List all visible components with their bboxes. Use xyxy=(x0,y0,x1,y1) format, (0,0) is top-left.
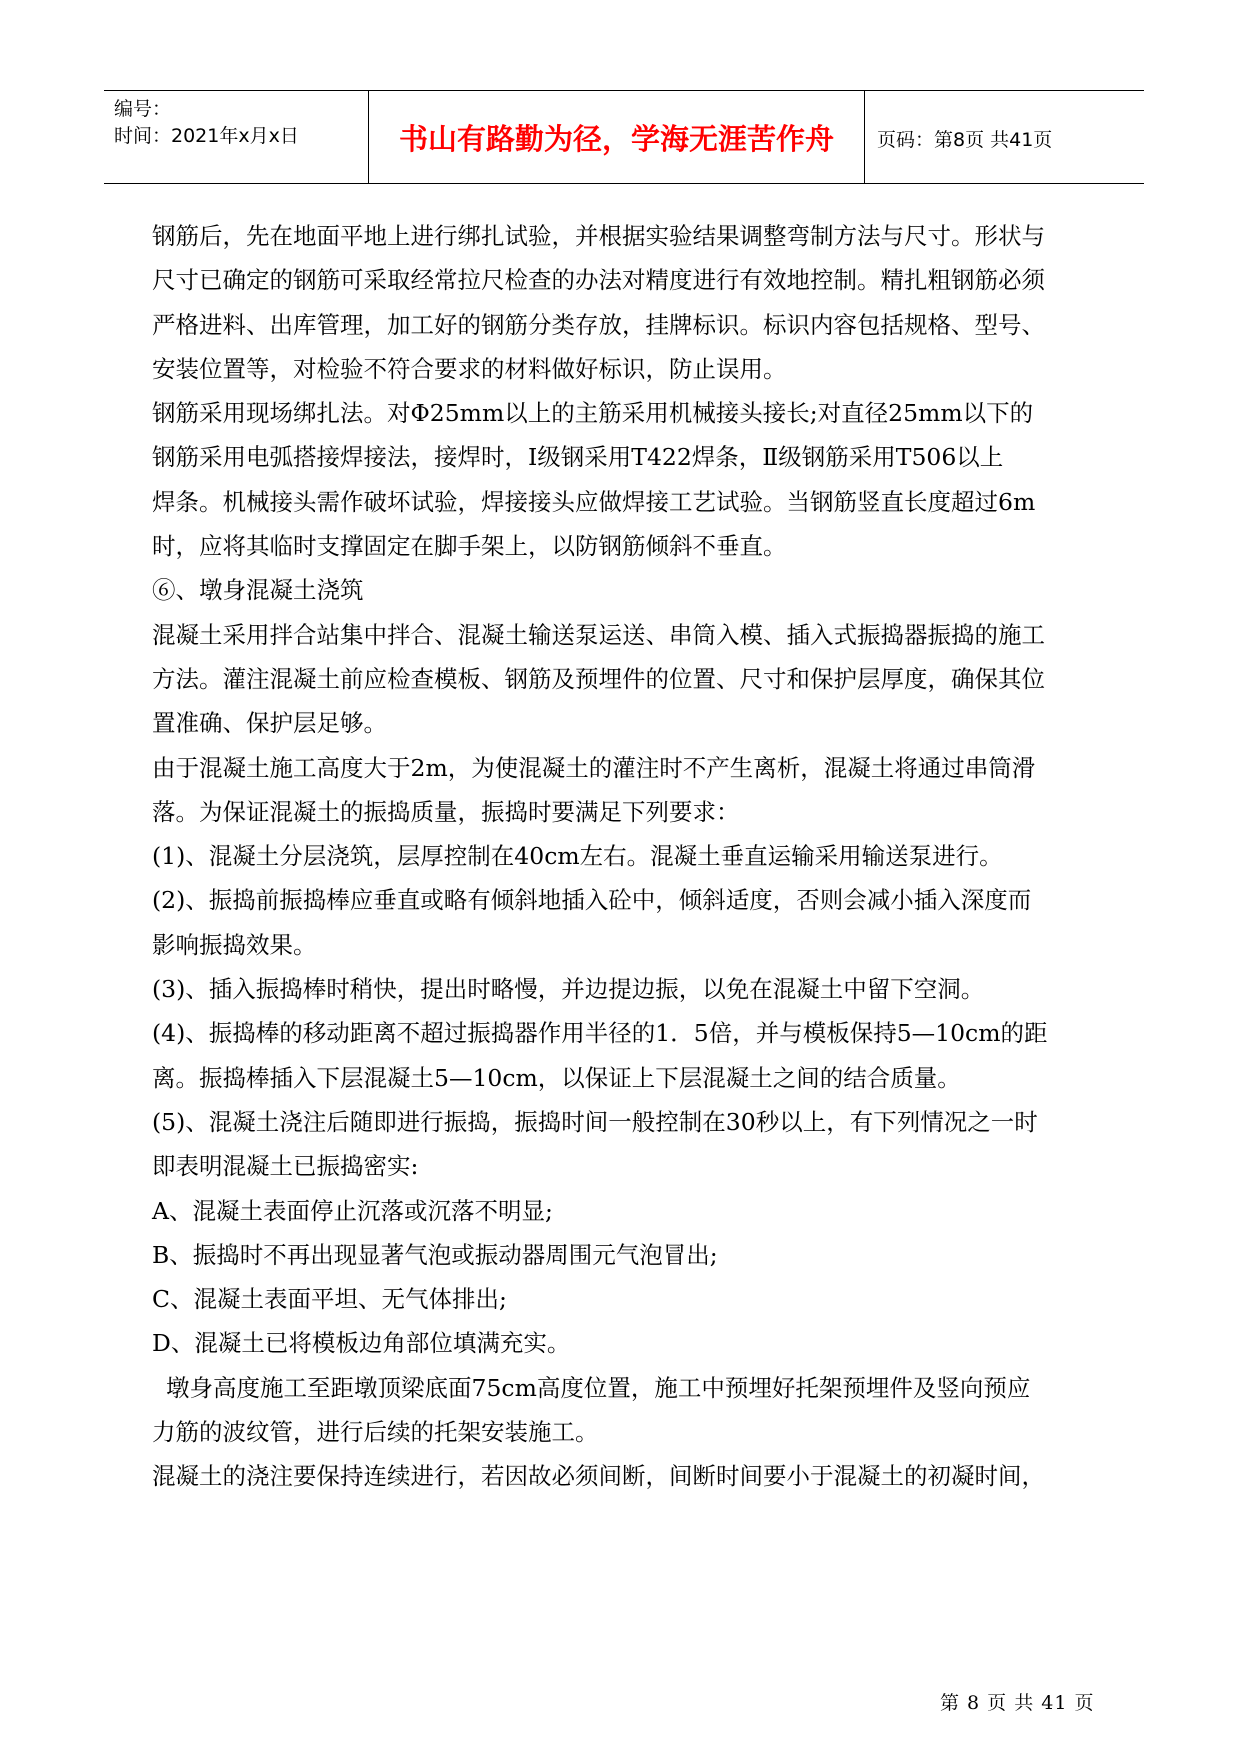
body-line: 离。振捣棒插入下层混凝土5—10cm，以保证上下层混凝土之间的结合质量。 xyxy=(152,1063,961,1092)
list-item: D、混凝土已将模板边角部位填满充实。 xyxy=(152,1329,571,1358)
body-line: 影响振捣效果。 xyxy=(152,930,317,959)
header-page-number: 页码：第8页 共41页 xyxy=(877,129,1053,151)
header-document-number: 编号： xyxy=(114,98,172,120)
body-line: 钢筋后，先在地面平地上进行绑扎试验，并根据实验结果调整弯制方法与尺寸。形状与 xyxy=(152,222,1045,250)
body-line: 方法。灌注混凝土前应检查模板、钢筋及预埋件的位置、尺寸和保护层厚度，确保其位 xyxy=(152,664,1045,693)
body-line: 焊条。机械接头需作破坏试验，焊接接头应做焊接工艺试验。当钢筋竖直长度超过6m xyxy=(152,487,1036,516)
body-line: 严格进料、出库管理，加工好的钢筋分类存放，挂牌标识。标识内容包括规格、型号、 xyxy=(152,310,1045,339)
list-item: (4)、振捣棒的移动距离不超过振捣器作用半径的1．5倍，并与模板保持5—10cm的距 xyxy=(152,1019,1048,1048)
list-item: (1)、混凝土分层浇筑，层厚控制在40cm左右。混凝土垂直运输采用输送泵进行。 xyxy=(152,842,1003,871)
list-item: B、振捣时不再出现显著气泡或振动器周围元气泡冒出; xyxy=(152,1240,718,1269)
body-line: 钢筋采用电弧搭接焊接法，接焊时，Ⅰ级钢采用T422焊条，Ⅱ级钢筋采用T506以上 xyxy=(152,443,1004,472)
header-left-cell xyxy=(104,91,368,183)
header-center-cell xyxy=(368,91,865,183)
body-line: 混凝土采用拌合站集中拌合、混凝土输送泵运送、串筒入模、插入式振捣器振捣的施工 xyxy=(152,620,1045,649)
header-motto: 书山有路勤为径，学海无涯苦作舟 xyxy=(398,122,834,156)
document-body xyxy=(152,214,1100,1499)
body-line: 落。为保证混凝土的振捣质量，振捣时要满足下列要求： xyxy=(152,797,740,826)
list-item: (5)、混凝土浇注后随即进行振捣，振捣时间一般控制在30秒以上，有下列情况之一时 xyxy=(152,1107,1038,1136)
section-heading: ⑥、墩身混凝土浇筑 xyxy=(152,576,364,605)
body-line: 时，应将其临时支撑固定在脚手架上，以防钢筋倾斜不垂直。 xyxy=(152,532,787,561)
body-line: 力筋的波纹管，进行后续的托架安装施工。 xyxy=(152,1418,599,1447)
header-right-cell xyxy=(865,91,1144,183)
body-line: 安装位置等，对检验不符合要求的材料做好标识，防止误用。 xyxy=(152,354,787,383)
body-line: 由于混凝土施工高度大于2m，为使混凝土的灌注时不产生离析，混凝土将通过串筒滑 xyxy=(152,753,1036,782)
body-line: 混凝土的浇注要保持连续进行，若因故必须间断，间断时间要小于混凝土的初凝时间， xyxy=(152,1462,1045,1491)
body-line: 钢筋采用现场绑扎法。对Φ25mm以上的主筋采用机械接头接长;对直径25mm以下的 xyxy=(152,399,1034,428)
list-item: (2)、振捣前振捣棒应垂直或略有倾斜地插入砼中，倾斜适度，否则会减小插入深度而 xyxy=(152,886,1032,915)
body-line: 墩身高度施工至距墩顶梁底面75cm高度位置，施工中预埋好托架预埋件及竖向预应 xyxy=(166,1373,1031,1402)
body-line: 尺寸已确定的钢筋可采取经常拉尺检查的办法对精度进行有效地控制。精扎粗钢筋必须 xyxy=(152,266,1045,295)
body-line: 即表明混凝土已振捣密实: xyxy=(152,1152,419,1181)
list-item: (3)、插入振捣棒时稍快，提出时略慢，并边提边振，以免在混凝土中留下空洞。 xyxy=(152,975,985,1004)
list-item: A、混凝土表面停止沉落或沉落不明显; xyxy=(152,1196,553,1225)
header-date: 时间：2021年x月x日 xyxy=(114,125,299,147)
body-line: 置准确、保护层足够。 xyxy=(152,709,387,738)
page-header xyxy=(104,90,1144,184)
page-footer: 第 8 页 共 41 页 xyxy=(940,1692,1095,1714)
list-item: C、混凝土表面平坦、无气体排出; xyxy=(152,1285,507,1314)
